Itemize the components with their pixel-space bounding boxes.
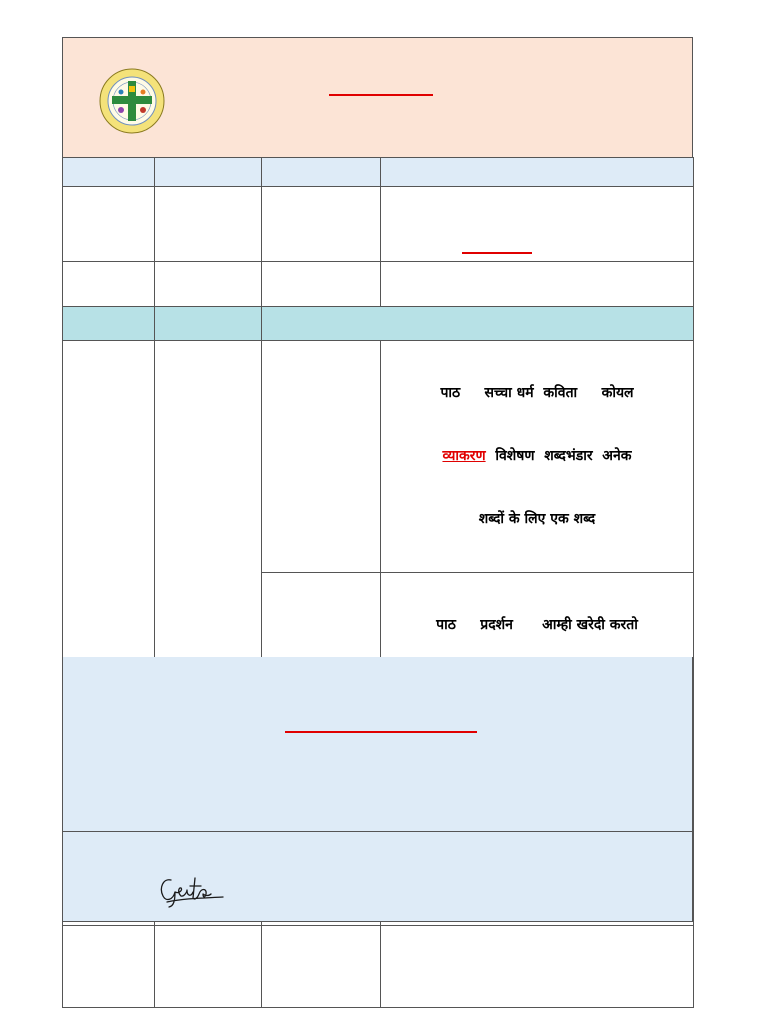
- syllabus-line: शब्दों के लिए एक शब्द: [478, 511, 596, 527]
- notes-section: [62, 657, 693, 832]
- syllabus-line: व्याकरण विशेषण शब्दभंडार अनेक: [442, 448, 632, 464]
- table-row: [63, 262, 694, 307]
- title-underline: [329, 94, 433, 96]
- header-section: [62, 37, 693, 159]
- header-cell: [262, 158, 381, 187]
- table-header-row: [63, 158, 694, 187]
- school-logo-icon: [99, 68, 165, 134]
- syllabus-line: पाठ प्रदर्शन आम्ही खरेदी करतो: [436, 617, 638, 633]
- signature-section: [62, 831, 693, 922]
- table-row: [63, 926, 694, 1008]
- section-header-row: [63, 307, 694, 341]
- cell-red-underline: [462, 252, 532, 254]
- syllabus-cell-1: [381, 341, 694, 573]
- table-row: [63, 341, 694, 573]
- syllabus-document: [62, 37, 693, 921]
- notes-red-underline: [285, 731, 477, 733]
- header-cell: [381, 158, 694, 187]
- header-cell: [155, 158, 262, 187]
- handwritten-signature-icon: [157, 872, 229, 908]
- table-row: [63, 187, 694, 262]
- syllabus-line: पाठ सच्चा धर्म कविता कोयल: [440, 385, 634, 401]
- header-cell: [63, 158, 155, 187]
- grammar-label: व्याकरण: [442, 448, 486, 464]
